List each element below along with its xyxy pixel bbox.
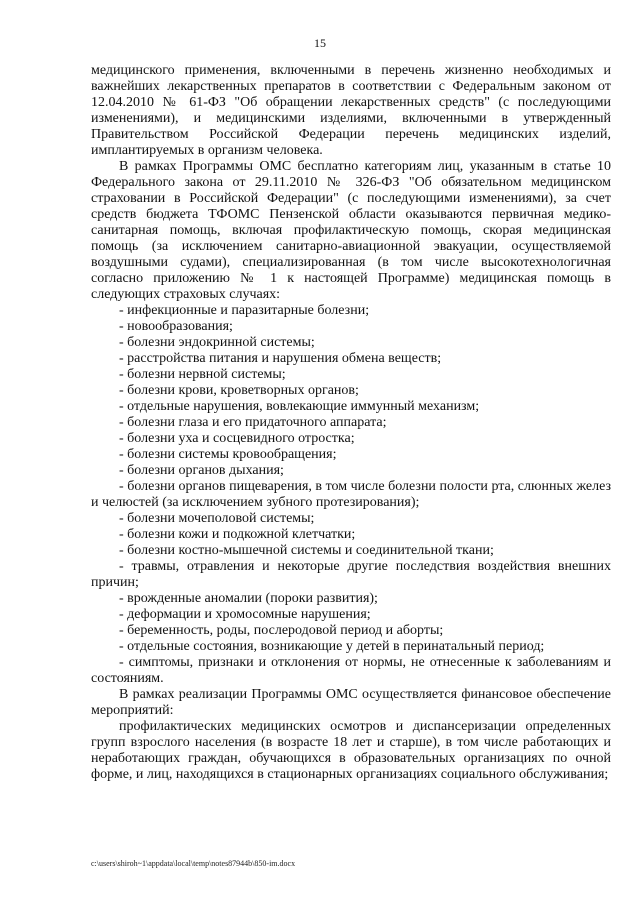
list-item: - новообразования; <box>119 319 233 334</box>
list-item: - болезни крови, кроветворных органов; <box>119 383 359 398</box>
list-item: - болезни органов дыхания; <box>119 463 284 478</box>
page-number: 15 <box>314 36 326 50</box>
list-item: - болезни кожи и подкожной клетчатки; <box>119 527 356 542</box>
list-item: - болезни органов пищеварения, в том числе болезни полости рта, слюнных желез и челюстей (за исключением зубного протезирования); <box>91 479 611 510</box>
list-item: - болезни эндокринной системы; <box>119 335 315 350</box>
paragraph: В рамках Программы ОМС бесплатно категориям лиц, указанным в статье 10 Федерального закона от 29.11.2010 № 326-ФЗ "Об обязательном медицинском страховании в Российской Федерации" (с последующими изменениями), за счет средств бюджета ТФОМС Пензенской области оказываются первичная медико-санитарная помощь, включая профилактическую помощь, скорая медицинская помощь (за исключением санитарно-авиационной эвакуации, осуществляемой воздушными судами), специализированная (в том числе высокотехнологичная согласно приложению № 1 к настоящей Программе) медицинская помощь в следующих страховых случаях: <box>91 159 611 302</box>
paragraph: профилактических медицинских осмотров и диспансеризации определенных групп взрослого населения (в возрасте 18 лет и старше), в том числе работающих и неработающих граждан, обучающихся в образовательных организациях по очной форме, и лиц, находящихся в стационарных организациях социального обслуживания; <box>91 719 611 782</box>
list-item: - беременность, роды, послеродовой период и аборты; <box>119 623 444 638</box>
list-item: - болезни нервной системы; <box>119 367 286 382</box>
list-item: - отдельные нарушения, вовлекающие иммунный механизм; <box>119 399 480 414</box>
list-item: - болезни мочеполовой системы; <box>119 511 315 526</box>
list-item: - врожденные аномалии (пороки развития); <box>119 591 378 606</box>
list-item: - отдельные состояния, возникающие у детей в перинатальный период; <box>119 639 545 654</box>
list-item: - симптомы, признаки и отклонения от нормы, не отнесенные к заболеваниям и состояниям. <box>91 655 611 686</box>
paragraph: В рамках реализации Программы ОМС осуществляется финансовое обеспечение мероприятий: <box>91 687 611 718</box>
list-item: - болезни уха и сосцевидного отростка; <box>119 431 355 446</box>
list-item: - инфекционные и паразитарные болезни; <box>119 303 370 318</box>
paragraph: медицинского применения, включенными в перечень жизненно необходимых и важнейших лекарственных препаратов в соответствии с Федеральным законом от 12.04.2010 № 61-ФЗ "Об обращении лекарственных средств" (с последующими изменениями), и медицинскими изделиями, включенными в утвержденный Правительством Российской Федерации перечень медицинских изделий, имплантируемых в организм человека. <box>91 63 611 158</box>
list-item: - болезни системы кровообращения; <box>119 447 337 462</box>
list-item: - расстройства питания и нарушения обмена веществ; <box>119 351 442 366</box>
list-item: - травмы, отравления и некоторые другие последствия воздействия внешних причин; <box>91 559 611 590</box>
list-item: - болезни костно-мышечной системы и соединительной ткани; <box>119 543 494 558</box>
list-item: - деформации и хромосомные нарушения; <box>119 607 371 622</box>
document-body <box>91 63 611 783</box>
list-item: - болезни глаза и его придаточного аппарата; <box>119 415 387 430</box>
footer-file-path: c:\users\shiroh~1\appdata\local\temp\notes87944b\850-im.docx <box>91 859 296 868</box>
